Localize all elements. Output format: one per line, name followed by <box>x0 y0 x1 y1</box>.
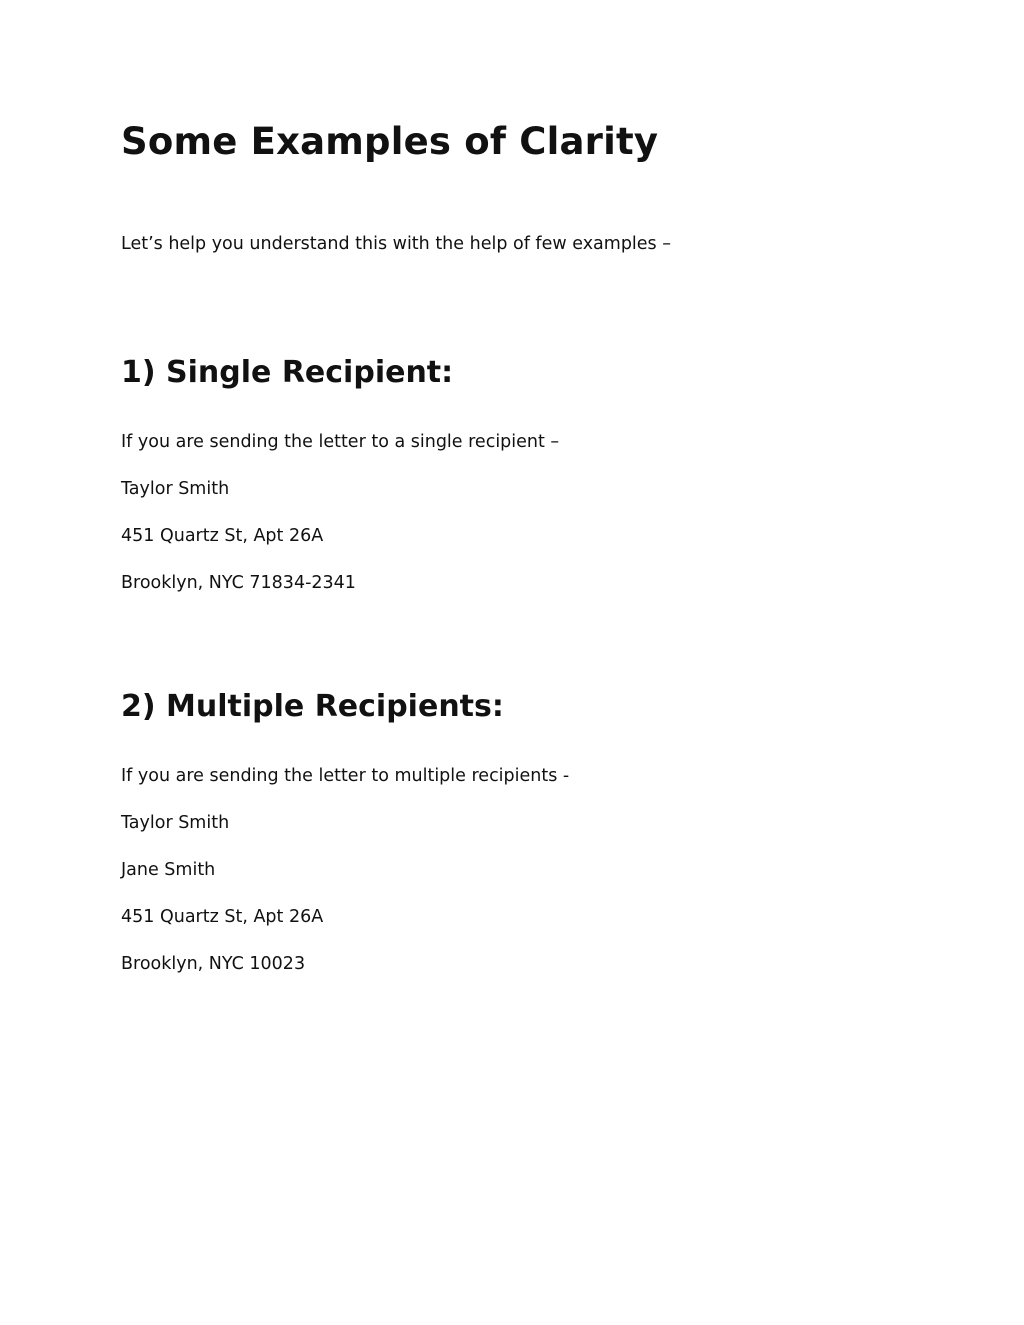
section-1-address-line: Brooklyn, NYC 71834-2341 <box>121 573 356 593</box>
section-2-address-line: Taylor Smith <box>121 813 230 833</box>
section-2-address-line: 451 Quartz St, Apt 26A <box>121 907 324 927</box>
section-1-address-line: Taylor Smith <box>121 479 230 499</box>
section-heading-single-recipient: 1) Single Recipient: <box>121 355 454 390</box>
intro-paragraph: Let’s help you understand this with the help of few examples – <box>121 234 671 254</box>
section-2-description: If you are sending the letter to multiple recipients - <box>121 766 570 786</box>
section-heading-multiple-recipients: 2) Multiple Recipients: <box>121 689 504 724</box>
section-2-address-line: Jane Smith <box>121 860 216 880</box>
section-1-address-line: 451 Quartz St, Apt 26A <box>121 526 324 546</box>
section-2-address-line: Brooklyn, NYC 10023 <box>121 954 306 974</box>
section-1-description: If you are sending the letter to a single recipient – <box>121 432 560 452</box>
page-title: Some Examples of Clarity <box>121 120 659 163</box>
